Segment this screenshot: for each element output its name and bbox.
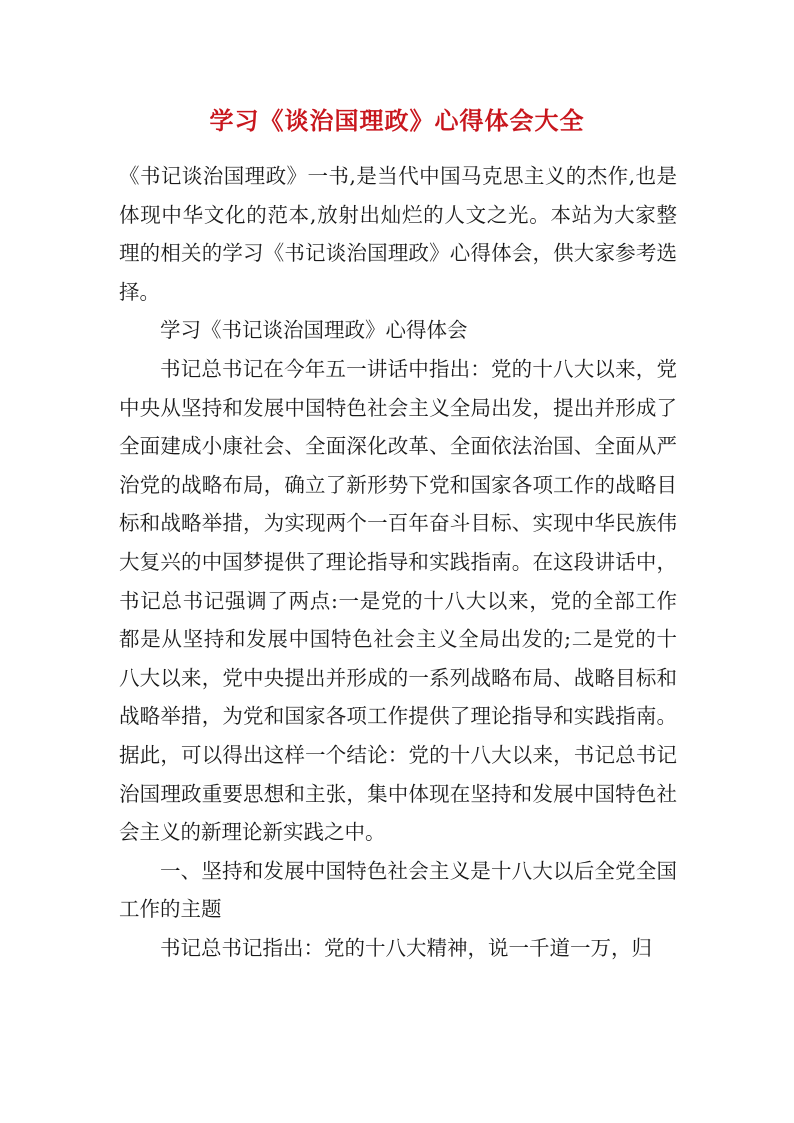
document-body — [119, 157, 677, 967]
section-heading: 学习《书记谈治国理政》心得体会 — [160, 318, 468, 343]
body-paragraph: 书记总书记指出：党的十八大精神，说一千道一万，归 — [160, 935, 652, 960]
body-paragraph: 书记总书记在今年五一讲话中指出：党的十八大以来，党中央从坚持和发展中国特色社会主义全局出发，提出并形成了全面建成小康社会、全面深化改革、全面依法治国、全面从严治党的战略布局，确立了新形势下党和国家各项工作的战略目标和战略举措，为实现两个一百年奋斗目标、实现中华民族伟大复兴的中国梦提供了理论指导和实践指南。在这段讲话中，书记总书记强调了两点:一是党的十八大以来，党的全部工作都是从坚持和发展中国特色社会主义全局出发的;二是党的十八大以来，党中央提出并形成的一系列战略布局、战略目标和战略举措，为党和国家各项工作提供了理论指导和实践指南。据此，可以得出这样一个结论：党的十八大以来，书记总书记治国理政重要思想和主张，集中体现在坚持和发展中国特色社会主义的新理论新实践之中。 — [119, 356, 677, 845]
document-title: 学习《谈治国理政》心得体会大全 — [209, 106, 585, 135]
subsection-heading: 一、坚持和发展中国特色社会主义是十八大以后全党全国工作的主题 — [119, 858, 677, 922]
intro-paragraph: 《书记谈治国理政》一书,是当代中国马克思主义的杰作,也是体现中华文化的范本,放射出灿烂的人文之光。本站为大家整理的相关的学习《书记谈治国理政》心得体会，供大家参考选择。 — [119, 164, 677, 304]
